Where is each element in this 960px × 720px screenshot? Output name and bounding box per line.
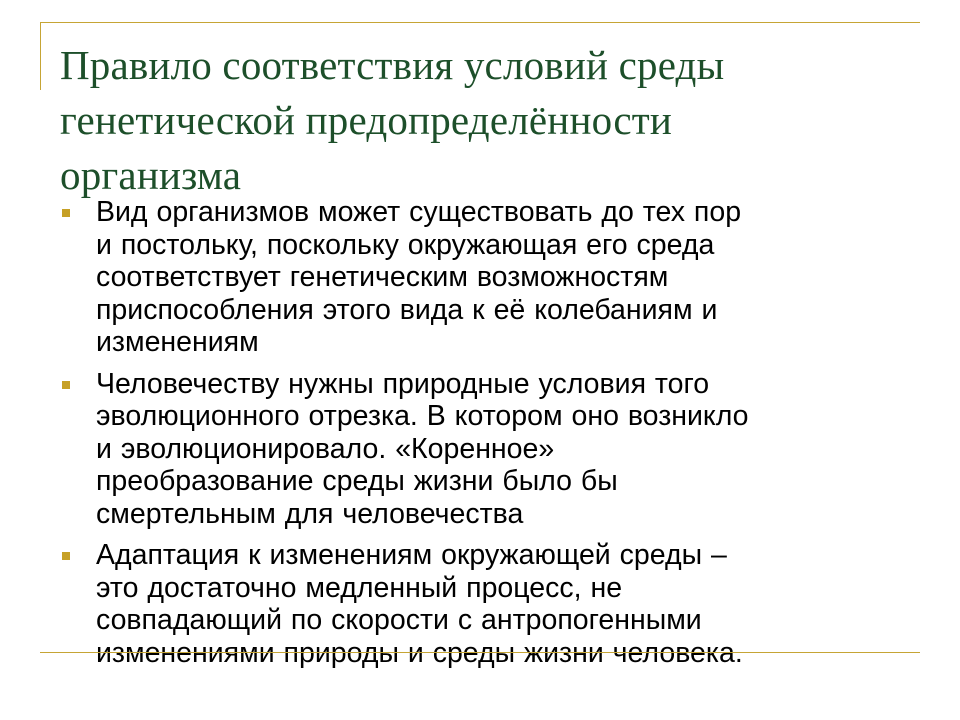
slide-title-line: Правило соответствия условий среды — [60, 42, 725, 88]
bullet-text-line: и постольку, поскольку окружающая его среда — [96, 228, 715, 261]
slide-title-line: генетической предопределённости — [60, 97, 672, 143]
square-bullet-icon — [62, 381, 70, 389]
bullet-text-line: изменениям — [96, 326, 259, 358]
bullet-text-line: Адаптация к изменениям окружающей среды – — [96, 539, 727, 571]
bullet-text-line: преобразование среды жизни было бы — [96, 465, 618, 497]
left-accent-rule — [40, 22, 41, 90]
bullet-text-line: и эволюционировало. «Коренное» — [96, 432, 555, 465]
bottom-accent-rule — [40, 652, 920, 653]
square-bullet-icon — [62, 209, 70, 217]
bullet-text-line: Человечеству нужны природные условия того — [96, 367, 710, 400]
square-bullet-icon — [62, 552, 70, 560]
top-accent-rule — [40, 22, 920, 23]
slide-title-line: организма — [60, 152, 242, 198]
bullet-text-line: соответствует генетическим возможностям — [96, 261, 669, 293]
slide-title — [60, 38, 920, 203]
bullet-text-line: приспособления этого вида к её колебаниям и — [96, 293, 718, 326]
bullet-text-line: совпадающий по скорости с антропогенными — [96, 604, 702, 636]
bullet-text-line: эволюционного отрезка. В котором оно возникло — [96, 400, 749, 432]
bullet-text-line: Вид организмов может существовать до тех пор — [96, 196, 742, 228]
bullet-text-line: изменениями природы и среды жизни человека. — [96, 636, 743, 669]
bullet-text-line: это достаточно медленный процесс, не — [96, 571, 623, 604]
bullet-list — [56, 196, 916, 678]
bullet-text-line: смертельным для человечества — [96, 497, 524, 530]
bullet-item — [56, 368, 916, 531]
bullet-item — [56, 539, 916, 669]
bullet-item — [56, 196, 916, 359]
